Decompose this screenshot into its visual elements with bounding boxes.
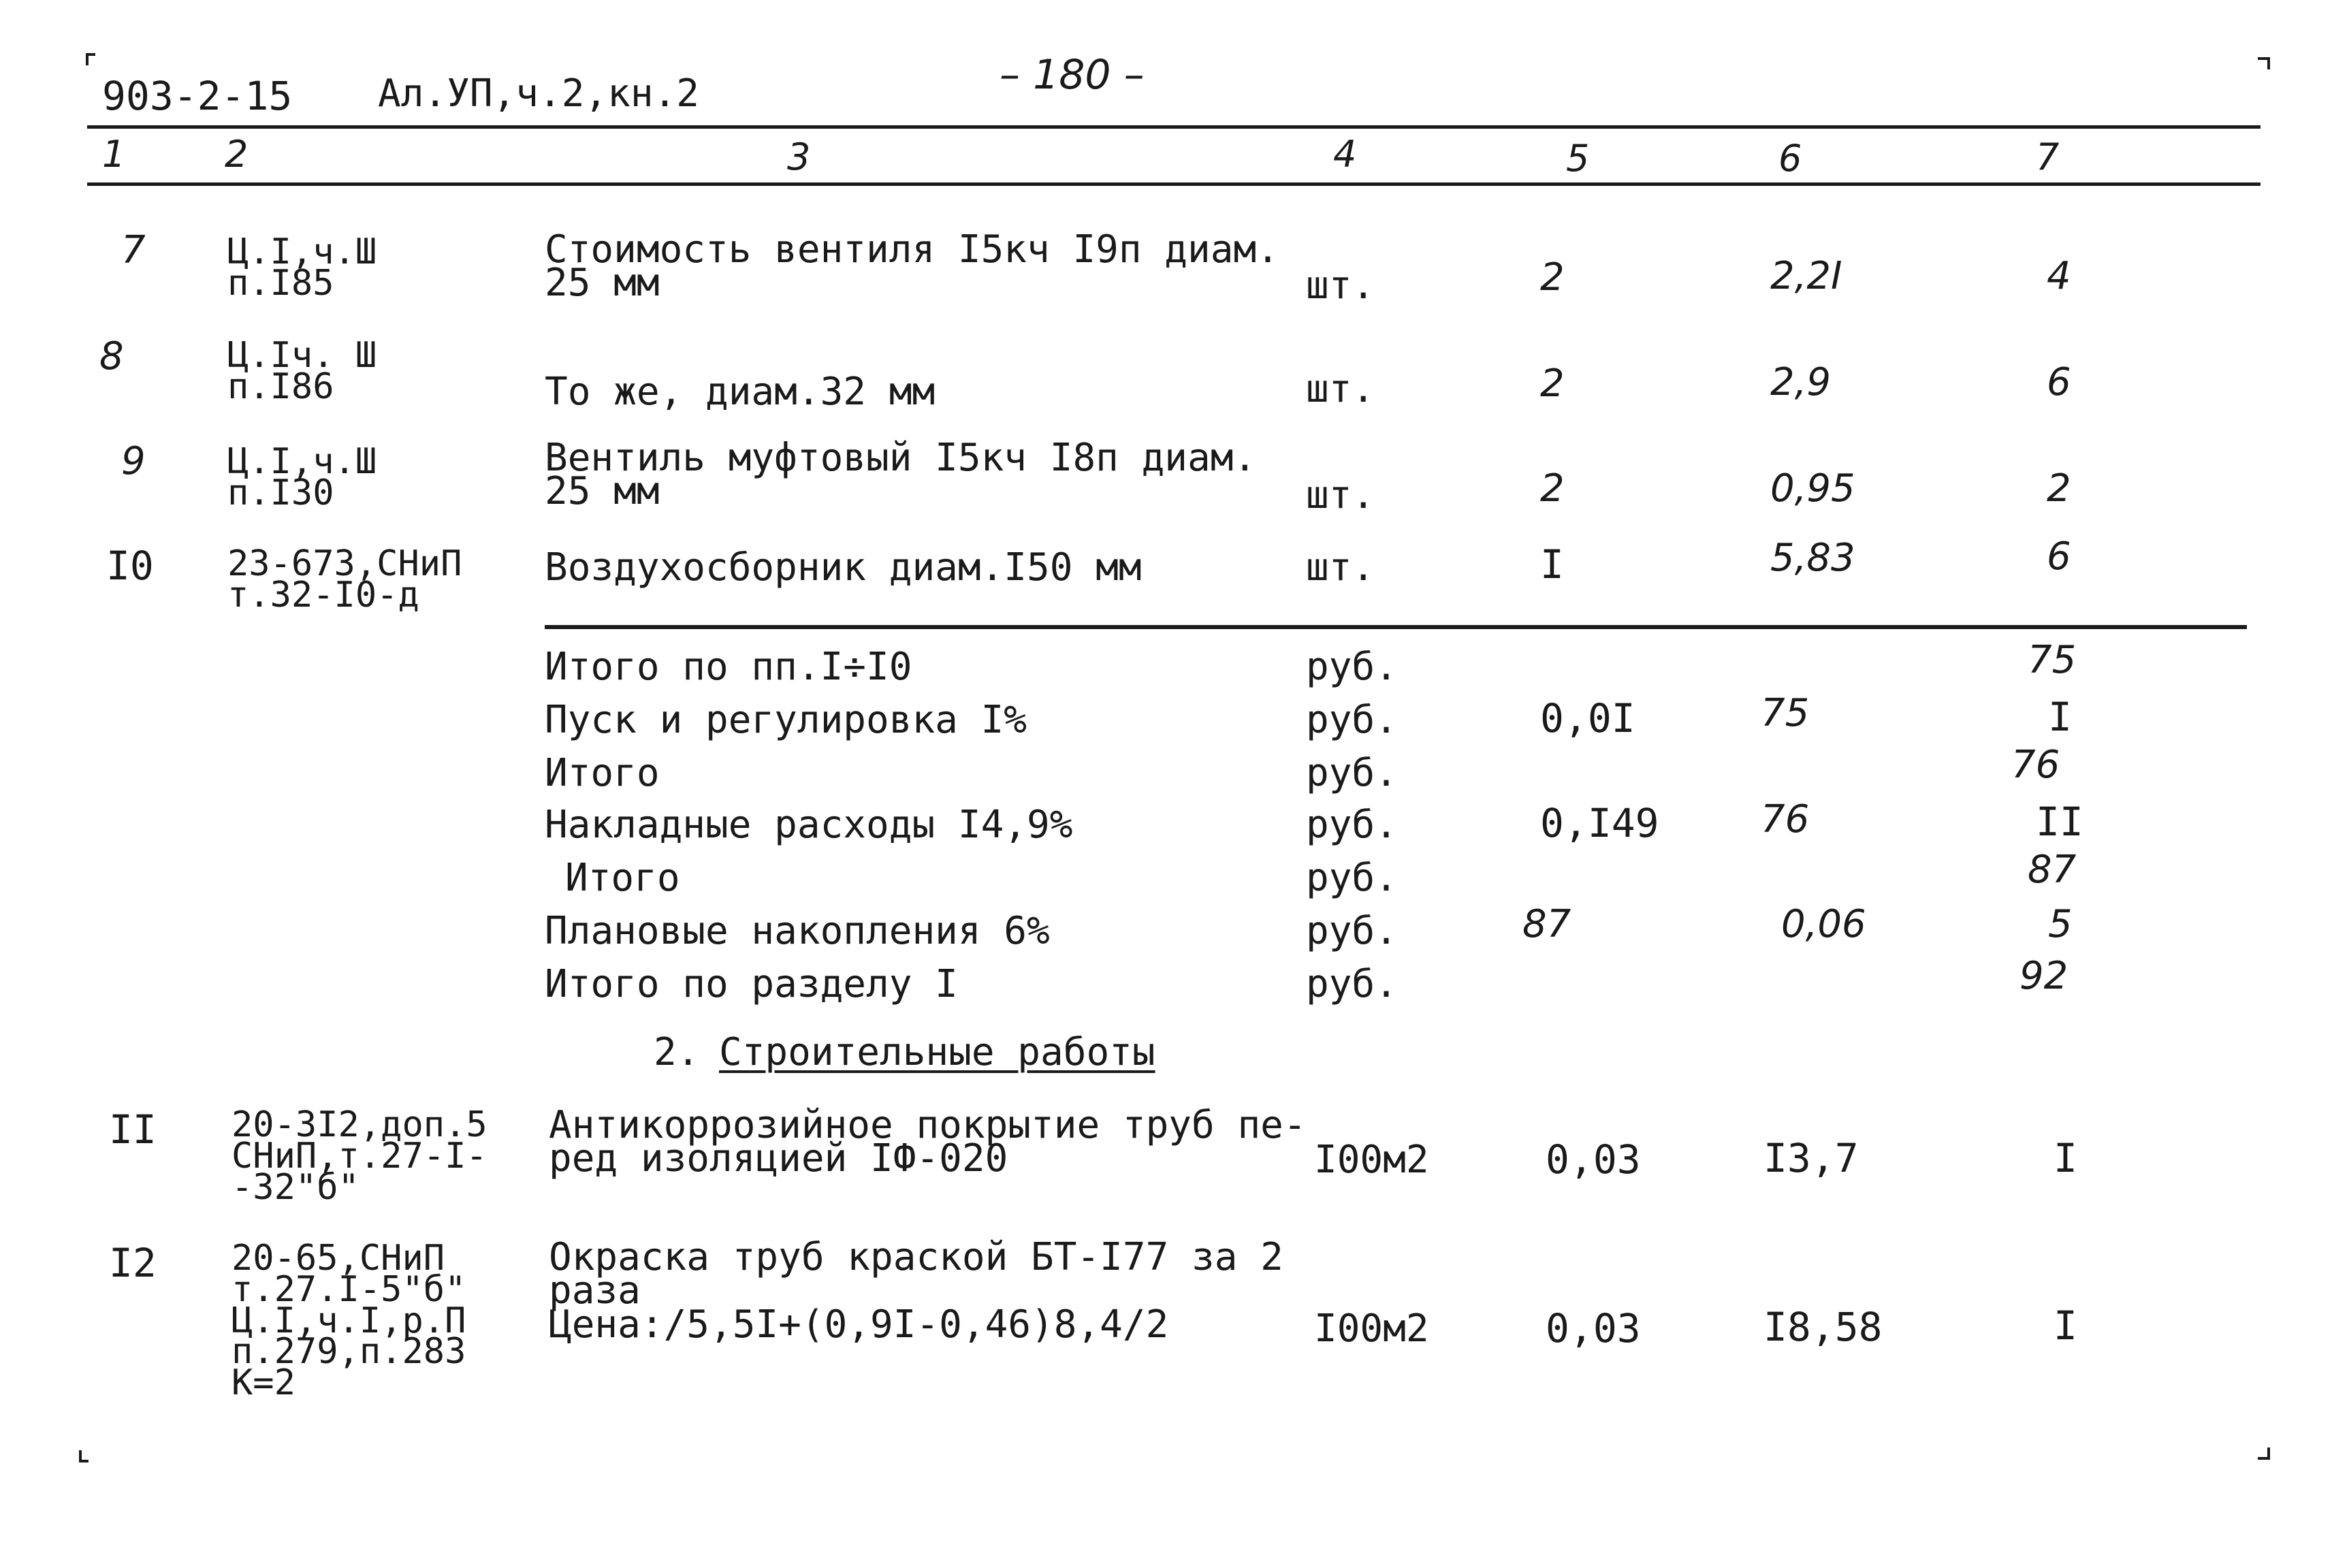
summary-unit: руб.: [1306, 856, 1398, 900]
row-price: I8,58: [1763, 1304, 1883, 1350]
column-number-3: 3: [787, 135, 811, 178]
row-description: Антикоррозийное покрытие труб пе- ред изоляцией IФ-020: [549, 1103, 1307, 1181]
row-quantity: 2: [1540, 466, 1565, 511]
row-number: I0: [106, 543, 154, 589]
column-number-7: 7: [2036, 135, 2060, 178]
row-number: 9: [121, 439, 146, 483]
row-unit: шт.: [1306, 545, 1375, 590]
row-price: 0,95: [1770, 466, 1855, 511]
column-number-4: 4: [1333, 133, 1357, 176]
summary-label: Плановые накопления 6%: [545, 909, 1050, 953]
column-number-2: 2: [225, 133, 249, 176]
summary-label: Пуск и регулировка I%: [545, 698, 1027, 742]
summary-label: Итого по разделу I: [545, 962, 958, 1006]
row-description: Воздухосборник диам.I50 мм: [545, 545, 1142, 590]
summary-label: Итого: [565, 856, 680, 900]
row-number: II: [109, 1106, 157, 1153]
row-reference: Ц.I,ч.Ш п.I30: [227, 441, 377, 513]
summary-coefficient: 87: [1522, 902, 1571, 946]
summary-total: 92: [2019, 954, 2069, 998]
row-description: Вентиль муфтовый I5кч I8п диам. 25 мм: [545, 436, 1257, 514]
row-quantity: 0,03: [1546, 1305, 1641, 1351]
row-price: 2,9: [1770, 360, 1832, 404]
summary-label: Накладные расходы I4,9%: [545, 803, 1073, 847]
row-description: Стоимость вентиля I5кч I9п диам. 25 мм: [545, 227, 1279, 306]
document-code: 903-2-15: [102, 73, 293, 119]
corner-mark-top-right-v: [2267, 57, 2270, 69]
row-description: То же, диам.32 мм: [545, 370, 936, 414]
summary-coefficient: 0,0I: [1540, 695, 1635, 741]
summary-unit: руб.: [1306, 698, 1398, 742]
row-unit: шт.: [1306, 367, 1375, 411]
row-total: I: [2054, 1135, 2077, 1181]
corner-mark-top-left-h: [86, 53, 95, 56]
row-reference: 20-65,СНиП т.27.I-5"б" Ц.I,ч.I,р.П п.279,п.283 К=2: [231, 1238, 466, 1403]
summary-unit: руб.: [1306, 909, 1398, 953]
summary-base: 75: [1761, 691, 1810, 735]
row-quantity: 2: [1540, 255, 1565, 300]
row-total: 2: [2047, 466, 2071, 511]
row-reference: 20-3I2,доп.5 СНиП,т.27-I- -32"б": [231, 1104, 488, 1208]
summary-total: 87: [2028, 848, 2077, 892]
summary-unit: руб.: [1306, 645, 1398, 689]
summary-total: 76: [2011, 743, 2060, 787]
row-reference: Ц.I,ч.Ш п.I85: [227, 231, 377, 304]
row-price: 2,2I: [1770, 254, 1842, 298]
row-number: 8: [99, 334, 124, 379]
column-number-6: 6: [1778, 137, 1802, 180]
row-unit: шт.: [1306, 473, 1375, 517]
row-unit: I00м2: [1314, 1138, 1429, 1182]
summary-total: II: [2036, 799, 2083, 845]
row-total: 6: [2047, 360, 2071, 404]
row-description: Окраска труб краской БТ-I77 за 2 раза Цена:/5,5I+(0,9I-0,46)8,4/2: [549, 1235, 1283, 1347]
header-rule-bottom: [87, 182, 2261, 186]
summary-rule: [545, 625, 2247, 629]
corner-mark-bottom-right-v: [2267, 1447, 2270, 1460]
row-reference: Ц.Iч. Ш п.I86: [227, 335, 377, 407]
summary-total: 5: [2048, 902, 2073, 946]
summary-base: 0,06: [1781, 902, 1866, 946]
summary-base: 76: [1761, 797, 1810, 842]
row-quantity: 0,03: [1546, 1136, 1641, 1183]
column-number-1: 1: [102, 133, 126, 176]
corner-mark-bottom-left-h: [79, 1460, 89, 1462]
summary-total: I: [2048, 694, 2072, 740]
column-number-5: 5: [1566, 137, 1590, 180]
row-total: I: [2054, 1302, 2077, 1349]
header-rule-top: [87, 125, 2261, 129]
summary-coefficient: 0,I49: [1540, 800, 1659, 846]
row-total: 4: [2047, 254, 2071, 298]
page-number: – 180 –: [1000, 51, 1145, 99]
row-reference: 23-673,СНиП т.32-I0-д: [227, 543, 462, 615]
row-price: I3,7: [1763, 1135, 1859, 1181]
summary-unit: руб.: [1306, 751, 1398, 795]
summary-unit: руб.: [1306, 803, 1398, 847]
section-number: 2.: [654, 1030, 700, 1074]
summary-total: 75: [2028, 638, 2077, 682]
summary-unit: руб.: [1306, 962, 1398, 1006]
row-number: I2: [109, 1240, 157, 1286]
row-price: 5,83: [1770, 536, 1855, 580]
row-quantity: 2: [1540, 362, 1565, 406]
row-unit: шт.: [1306, 263, 1375, 308]
row-quantity: I: [1540, 541, 1564, 588]
section-title: Строительные работы: [719, 1030, 1155, 1074]
album-reference: Ал.УП,ч.2,кн.2: [378, 71, 700, 116]
row-unit: I00м2: [1314, 1307, 1429, 1351]
summary-label: Итого по пп.I÷I0: [545, 645, 912, 689]
summary-label: Итого: [545, 751, 660, 795]
row-total: 6: [2047, 534, 2071, 579]
row-number: 7: [121, 228, 146, 272]
